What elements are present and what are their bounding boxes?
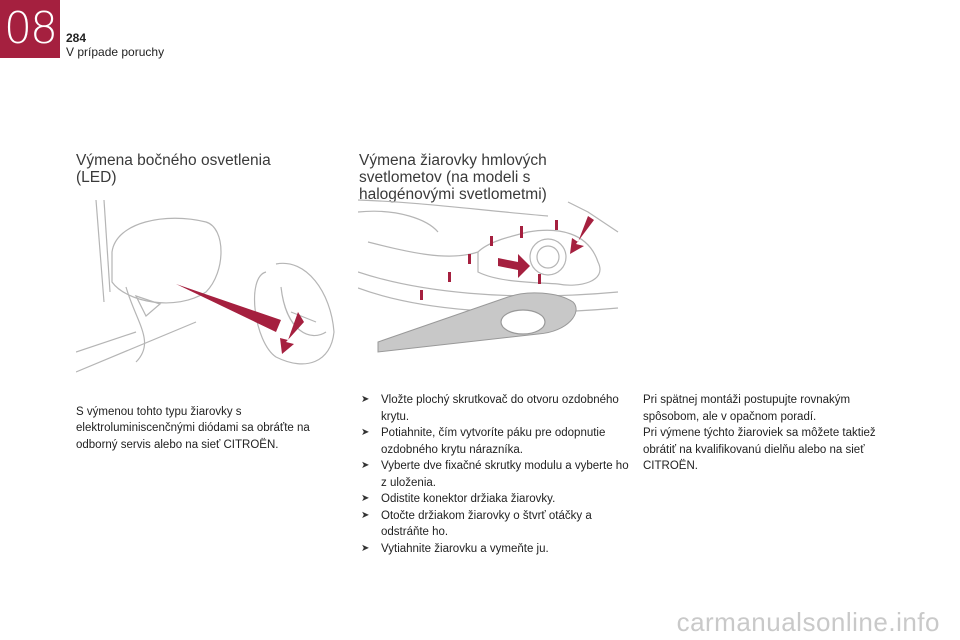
bullet-icon: ➤ — [361, 509, 370, 521]
step-item: ➤ Odistite konektor držiaka žiarovky. — [359, 491, 629, 508]
reassembly-paragraph: Pri spätnej montáži postupujte rovnakým spôsobom, ale v opačnom poradí. — [643, 394, 851, 423]
bullet-icon: ➤ — [361, 542, 370, 554]
watermark: carmanualsonline.info — [676, 607, 940, 637]
chapter-tab: 08 — [0, 0, 60, 58]
step-item: ➤ Vyberte dve fixačné skrutky modulu a vyberte ho z uloženia. — [361, 460, 629, 489]
workshop-paragraph: Pri výmene týchto žiaroviek sa môžete taktiež obrátiť na kvalifikovanú dielňu alebo na sieť CITROËN. — [643, 427, 876, 472]
fog-lamp-illustration — [358, 192, 620, 358]
heading-fog-lamp: Výmena žiarovky hmlových svetlometov (na modeli s halogénovými svetlometmi) — [359, 151, 547, 203]
mirror-led-illustration — [76, 192, 336, 380]
step-item: ➤ Vložte plochý skrutkovač do otvoru ozdobného krytu. — [361, 394, 619, 423]
step-item: ➤ Vytiahnite žiarovku a vymeňte ju. — [359, 541, 629, 558]
reassembly-text — [643, 392, 908, 475]
heading-side-light: Výmena bočného osvetlenia (LED) — [76, 151, 271, 186]
fog-lamp-steps — [359, 392, 629, 557]
bullet-icon: ➤ — [361, 460, 370, 471]
bullet-icon: ➤ — [361, 493, 370, 504]
section-title: V prípade poruchy — [66, 45, 165, 59]
bullet-icon: ➤ — [361, 394, 370, 405]
page-number: 284 — [66, 31, 87, 45]
side-light-text: S výmenou tohto typu žiarovky s elektroluminiscenčnými diódami sa obráťte na odborný servis alebo na sieť CITROËN. — [76, 405, 310, 451]
step-item: ➤ Potiahnite, čím vytvoríte páku pre odopnutie ozdobného krytu nárazníka. — [361, 427, 606, 456]
bullet-icon: ➤ — [361, 427, 370, 438]
step-item: ➤ Otočte držiakom žiarovky o štvrť otáčky a odstráňte ho. — [361, 509, 592, 538]
